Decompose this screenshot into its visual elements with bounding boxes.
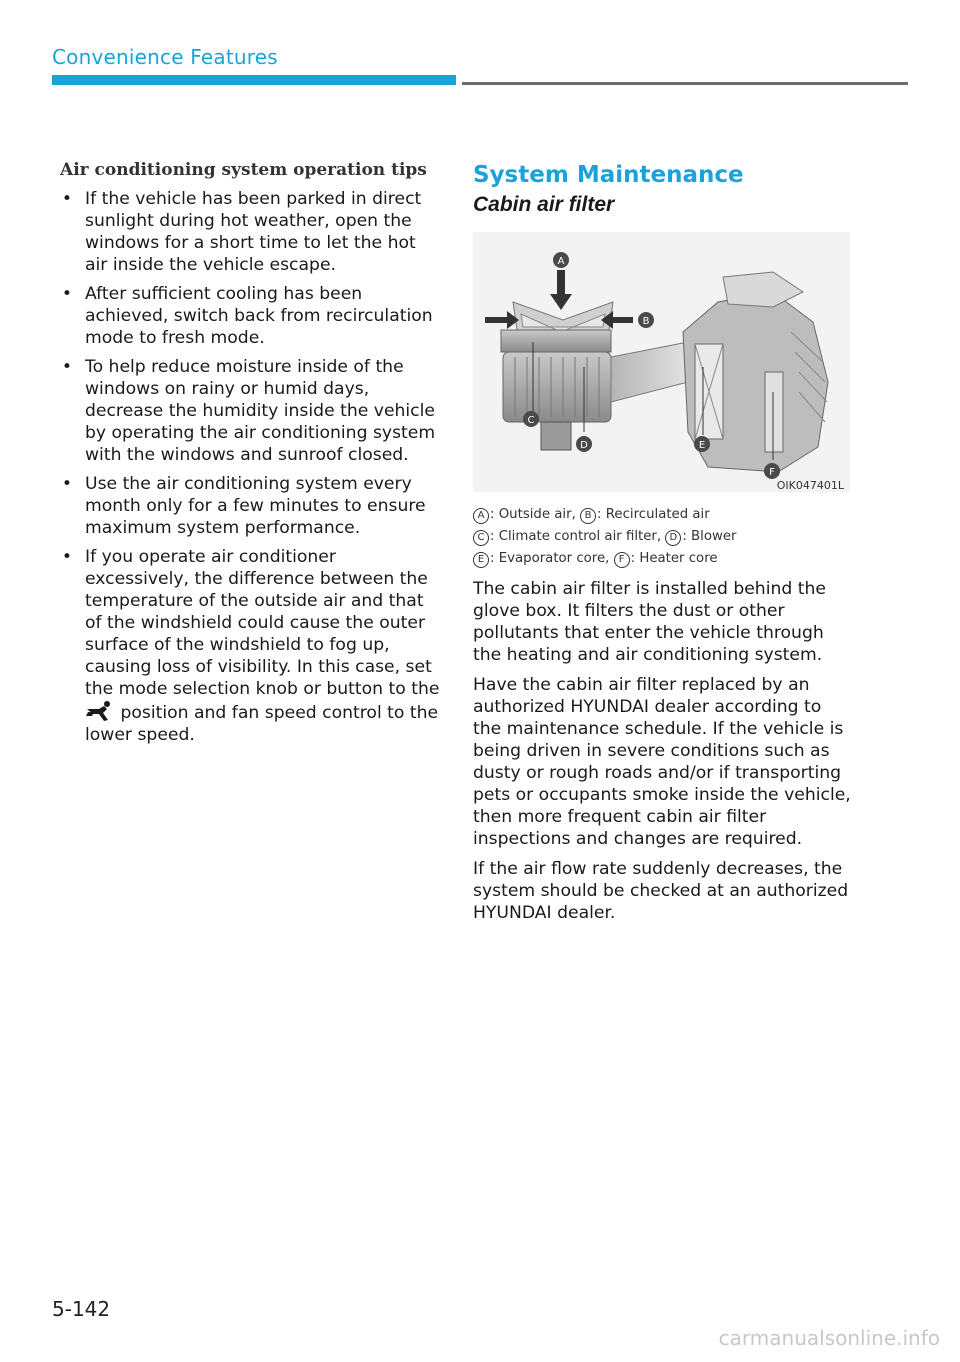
right-column bbox=[473, 160, 853, 924]
tip-text: If the vehicle has been parked in direct sunlight during hot weather, open the windows for a short time to let the hot air inside the vehicle escape. bbox=[85, 189, 422, 275]
tips-heading: Air conditioning system operation tips bbox=[60, 160, 427, 180]
hvac-top-duct bbox=[723, 272, 803, 307]
svg-text:F: F bbox=[769, 467, 775, 478]
chapter-title: Convenience Features bbox=[52, 45, 278, 69]
callout-d bbox=[576, 436, 592, 452]
svg-text:D: D bbox=[580, 440, 588, 451]
legend-text: : Evaporator core, bbox=[490, 551, 614, 566]
diagram-illustration bbox=[473, 232, 850, 492]
list-item bbox=[60, 473, 440, 539]
legend-letter: E bbox=[473, 552, 489, 568]
svg-text:B: B bbox=[642, 316, 650, 327]
header-accent-bar bbox=[52, 75, 456, 85]
legend-letter: A bbox=[473, 508, 489, 524]
svg-text:E: E bbox=[698, 440, 706, 451]
legend-line bbox=[473, 548, 853, 570]
legend-letter: C bbox=[473, 530, 489, 546]
legend-text: : Outside air, bbox=[490, 507, 581, 522]
svg-text:A: A bbox=[557, 256, 565, 267]
blower-housing bbox=[503, 352, 611, 422]
legend-letter: F bbox=[614, 552, 630, 568]
bullet: • bbox=[61, 474, 73, 494]
legend-text: : Climate control air filter, bbox=[490, 529, 666, 544]
callout-b bbox=[638, 312, 654, 328]
legend-text: : Recirculated air bbox=[597, 507, 710, 522]
tip-text-after-icon: position and fan speed control to the lower speed. bbox=[85, 703, 439, 745]
legend-line bbox=[473, 504, 853, 526]
filter-frame bbox=[501, 330, 611, 352]
legend-line bbox=[473, 526, 853, 548]
paragraph-airflow: If the air flow rate suddenly decreases, the system should be checked at an authorized HYUNDAI dealer. bbox=[473, 859, 849, 923]
tip-text: To help reduce moisture inside of the windows on rainy or humid days, decrease the humidity inside the vehicle by operating the air conditioning system with the windows and sunroof closed. bbox=[85, 357, 436, 465]
figure-code: OIK047401L bbox=[776, 479, 844, 492]
legend-text: : Heater core bbox=[630, 551, 718, 566]
section-title: System Maintenance bbox=[473, 162, 744, 188]
callout-e bbox=[694, 436, 710, 452]
list-item bbox=[60, 283, 440, 349]
legend-letter: B bbox=[580, 508, 596, 524]
callout-f bbox=[764, 463, 780, 479]
watermark: carmanualsonline.info bbox=[718, 1326, 940, 1350]
sub-title: Cabin air filter bbox=[473, 193, 615, 216]
header-rule bbox=[462, 82, 908, 85]
legend-letter: D bbox=[665, 530, 681, 546]
arrow-left bbox=[485, 311, 519, 329]
list-item bbox=[60, 356, 440, 466]
list-item bbox=[60, 188, 440, 276]
duct bbox=[611, 342, 688, 402]
figure-legend bbox=[473, 504, 853, 570]
paragraph-replacement: Have the cabin air filter replaced by an authorized HYUNDAI dealer according to the maintenance schedule. If the vehicle is being driven in severe conditions such as dusty or rough roads and/or if transporting pets or occupants smoke inside the vehicle, then more frequent cabin air filter inspections and changes are required. bbox=[473, 675, 851, 849]
tips-list bbox=[60, 188, 440, 746]
arrow-outside-air bbox=[550, 270, 572, 310]
floor-vent-mode-icon bbox=[85, 700, 115, 722]
tip-text-before-icon: If you operate air conditioner excessively, the difference between the temperature of the outside air and that of the windshield could cause the outer surface of the windshield to fog up, causing loss of visibility. In this case, set the mode selection knob or button to the bbox=[85, 547, 440, 699]
cabin-air-filter-diagram bbox=[473, 232, 850, 492]
bullet: • bbox=[61, 284, 73, 304]
page-number: 5-142 bbox=[52, 1297, 111, 1321]
left-column bbox=[60, 160, 440, 753]
paragraph-filter-location: The cabin air filter is installed behind the glove box. It filters the dust or other pollutants that enter the vehicle through the heating and air conditioning system. bbox=[473, 579, 826, 665]
heater-core bbox=[765, 372, 783, 452]
tip-text: Use the air conditioning system every month only for a few minutes to ensure maximum system performance. bbox=[85, 474, 426, 538]
bullet: • bbox=[61, 547, 73, 567]
list-item bbox=[60, 546, 440, 746]
svg-text:C: C bbox=[527, 415, 535, 426]
tip-text: After sufficient cooling has been achieved, switch back from recirculation mode to fresh mode. bbox=[85, 284, 433, 348]
callout-a bbox=[553, 252, 569, 268]
bullet: • bbox=[61, 357, 73, 377]
callout-c bbox=[523, 411, 539, 427]
legend-text: : Blower bbox=[682, 529, 737, 544]
bullet: • bbox=[61, 189, 73, 209]
blower-motor bbox=[541, 422, 571, 450]
